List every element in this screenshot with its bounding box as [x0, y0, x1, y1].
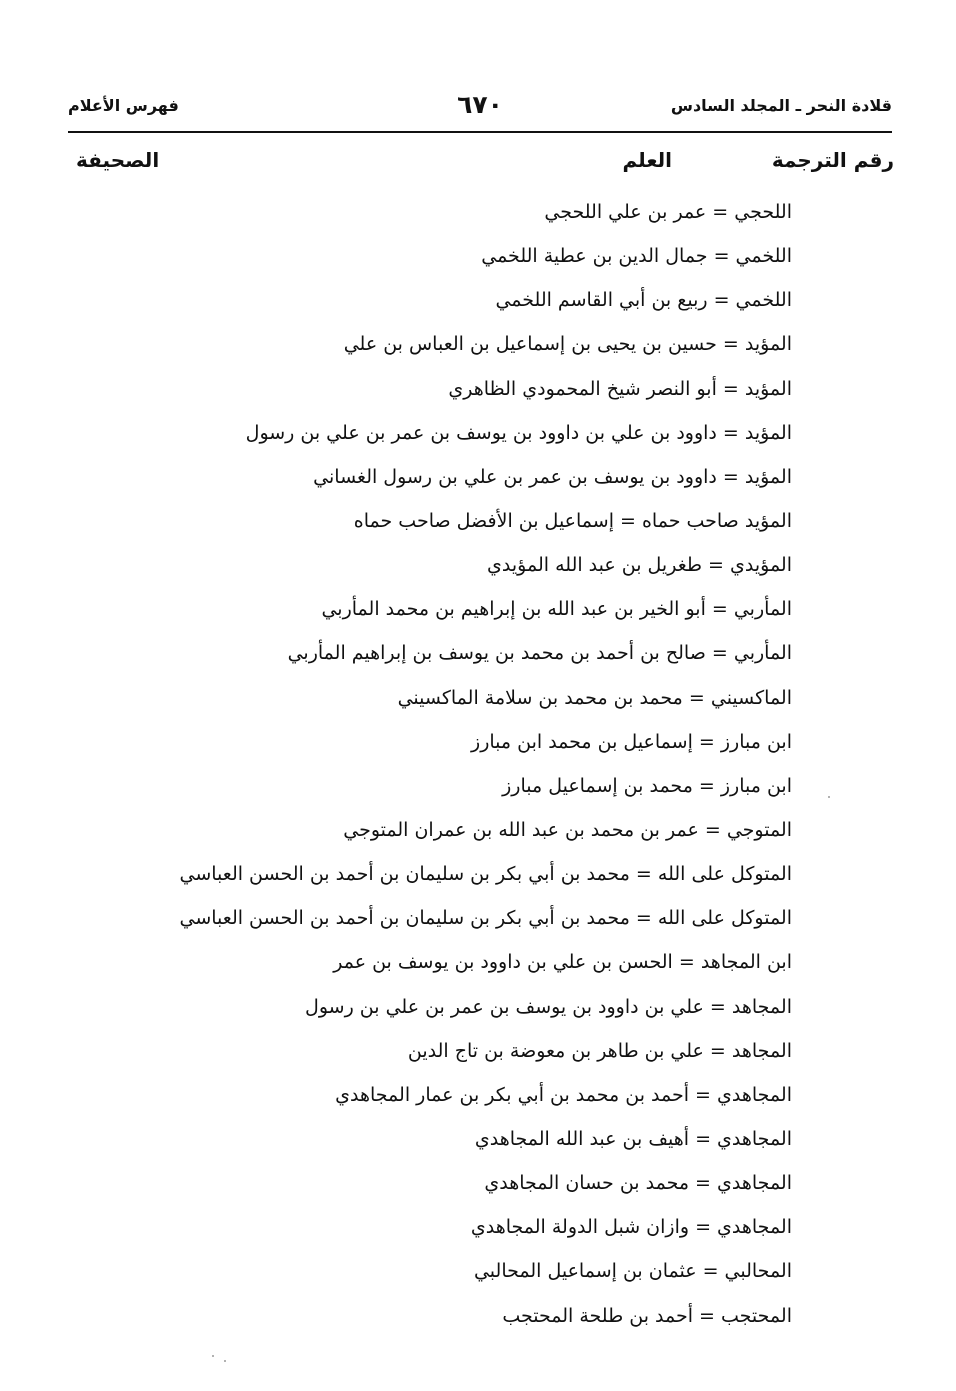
column-header-page: الصحيفة — [76, 148, 160, 172]
index-entry: المحتجب = أحمد بن طلحة المحتجب — [502, 1304, 792, 1327]
header-divider — [68, 131, 892, 133]
index-entry: المؤيد = داوود بن علي بن داوود بن يوسف بن عمر بن علي بن رسول — [245, 421, 792, 444]
column-headers — [70, 148, 894, 182]
index-entry: اللخمي = جمال الدين بن عطية اللخمي — [481, 245, 792, 268]
index-entry: الماكسيني = محمد بن محمد بن سلامة الماكسيني — [397, 686, 792, 709]
scan-speck — [828, 796, 830, 798]
index-entry: المتوجي = عمر بن محمد بن عبد الله بن عمران المتوجي — [343, 818, 792, 841]
index-entry: المجاهدي = محمد بن حسان المجاهدي — [484, 1172, 792, 1195]
index-entry: المأربي = صالح بن أحمد بن محمد بن يوسف بن إبراهيم المأربي — [287, 642, 792, 665]
index-entry: المأربي = أبو الخير بن عبد الله بن إبراهيم بن محمد المأربي — [321, 598, 792, 621]
index-entry: المتوكل على الله = محمد بن أبي بكر بن سليمان بن أحمد بن الحسن العباسي — [179, 863, 792, 886]
index-entry: المجاهد = علي بن داوود بن يوسف بن عمر بن علي بن رسول — [305, 995, 792, 1018]
index-entry: المجاهد = علي بن طاهر بن معوضة بن تاج الدين — [407, 1039, 792, 1062]
index-entry: ابن مبارز = إسماعيل بن محمد ابن مبارز — [471, 730, 792, 753]
page-number: ٦٧٠ — [457, 90, 503, 119]
index-entry: المؤيد = أبو النصر شيخ المحمودي الظاهري — [448, 377, 792, 400]
index-entry: المتوكل على الله = محمد بن أبي بكر بن سليمان بن أحمد بن الحسن العباسي — [179, 907, 792, 930]
index-entry: اللخمي = ربيع بن أبي القاسم اللخمي — [495, 289, 792, 312]
index-entry: اللحجي = عمر بن علي اللحجي — [544, 201, 792, 223]
running-header — [68, 90, 892, 130]
index-entry: المجاهدي = أحمد بن محمد بن أبي بكر بن عمار المجاهدي — [335, 1083, 792, 1106]
index-entry: المجاهدي = أهيف بن عبد الله المجاهدي — [474, 1127, 792, 1150]
column-header-entry-number: رقم الترجمة — [771, 148, 894, 172]
index-entry: المؤيدي = طغريل بن عبد الله المؤيدي — [487, 554, 792, 577]
book-title: قلادة النحر ـ المجلد السادس — [670, 96, 892, 115]
index-entry: ابن مبارز = محمد بن إسماعيل مبارز — [502, 774, 792, 797]
index-entry: ابن المجاهد = الحسن بن علي بن داوود بن يوسف بن عمر — [333, 951, 792, 974]
index-entry: المؤيد صاحب حماه = إسماعيل بن الأفضل صاحب حماه — [353, 509, 792, 532]
scan-speck — [212, 1355, 214, 1357]
section-title: فهرس الأعلام — [68, 96, 179, 115]
index-entry: المجاهدي = وازان شبل الدولة المجاهدي — [470, 1216, 792, 1239]
column-header-name: العلم — [622, 148, 672, 172]
index-entry: المؤيد = داوود بن يوسف بن عمر بن علي بن رسول الغساني — [313, 465, 792, 488]
scan-speck — [224, 1360, 226, 1362]
index-entry: المؤيد = حسين بن يحيى بن إسماعيل بن العباس بن علي — [343, 333, 792, 356]
index-entry: المحالبي = عثمان بن إسماعيل المحالبي — [473, 1260, 792, 1283]
index-entries — [112, 190, 792, 1338]
